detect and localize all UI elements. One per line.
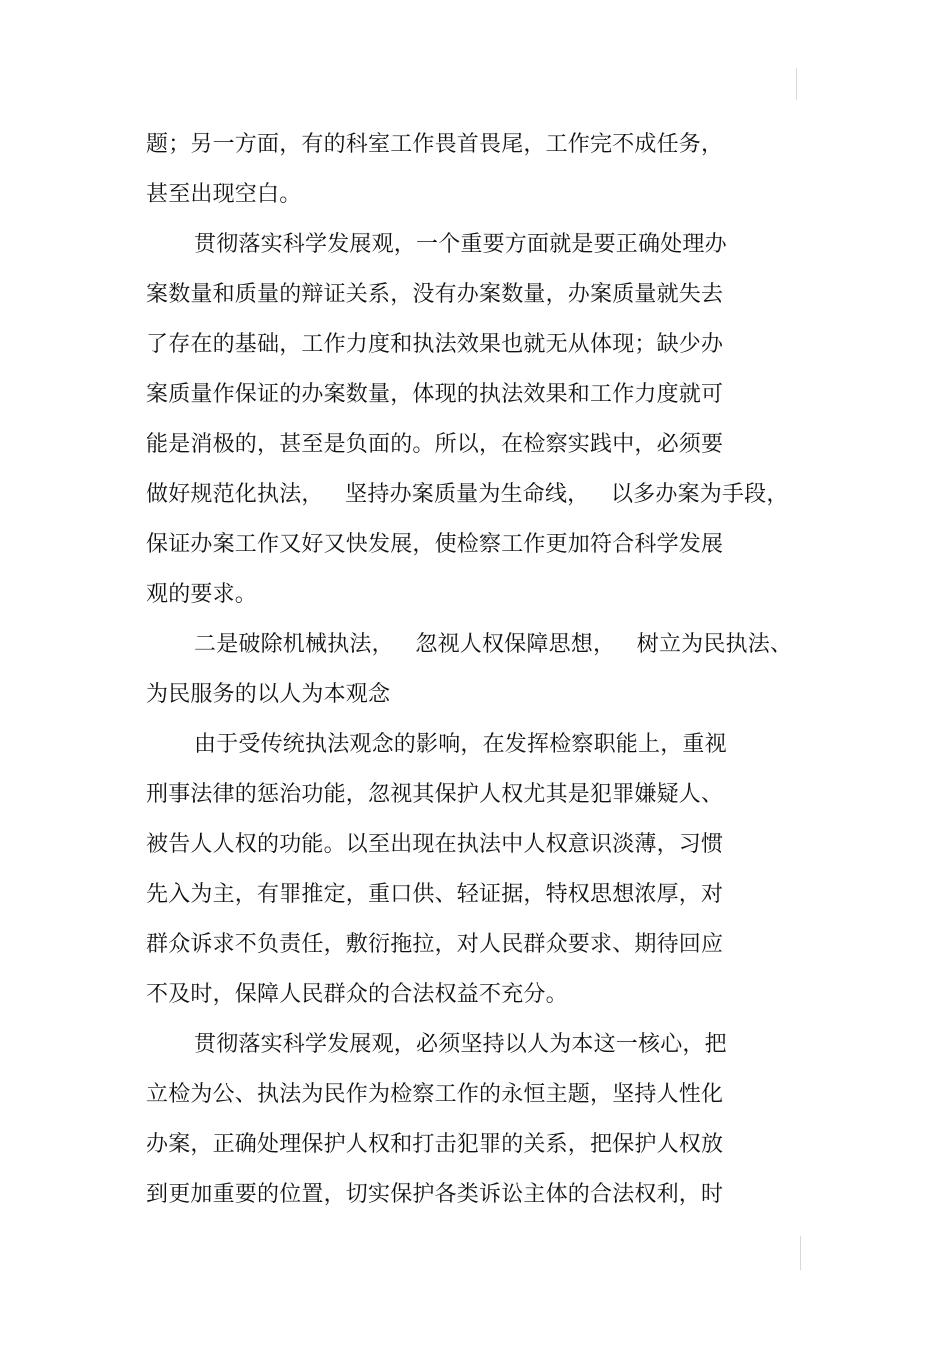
- section-heading-line-1: 二是破除机械执法， 忽视人权保障思想， 树立为民执法、: [194, 632, 793, 657]
- text-line-22: 到更加重要的位置，切实保护各类诉讼主体的合法权利，时: [146, 1182, 724, 1207]
- page-corner-mark-bottom: [800, 1236, 801, 1270]
- text-line-3: 贯彻落实科学发展观，一个重要方面就是要正确处理办: [194, 232, 727, 257]
- text-line-9: 保证办案工作又好又快发展，使检察工作更加符合科学发展: [146, 532, 724, 557]
- text-line-15: 被告人人权的功能。以至出现在执法中人权意识淡薄，习惯: [146, 832, 724, 857]
- text-line-16: 先入为主，有罪推定，重口供、轻证据，特权思想浓厚，对: [146, 882, 724, 907]
- text-line-4: 案数量和质量的辩证关系，没有办案数量，办案质量就失去: [146, 282, 724, 307]
- text-line-7: 能是消极的，甚至是负面的。所以，在检察实践中，必须要: [146, 432, 724, 457]
- text-line-5: 了存在的基础，工作力度和执法效果也就无从体现；缺少办: [146, 332, 724, 357]
- text-line-17: 群众诉求不负责任，敷衍拖拉，对人民群众要求、期待回应: [146, 932, 724, 957]
- text-line-19: 贯彻落实科学发展观，必须坚持以人为本这一核心，把: [194, 1032, 727, 1057]
- document-body: [146, 120, 806, 1220]
- text-line-6: 案质量作保证的办案数量，体现的执法效果和工作力度就可: [146, 382, 724, 407]
- text-line-20: 立检为公、执法为民作为检察工作的永恒主题，坚持人性化: [146, 1082, 724, 1107]
- text-line-2: 甚至出现空白。: [146, 182, 302, 207]
- text-line-10: 观的要求。: [146, 582, 258, 607]
- text-line-1: 题；另一方面，有的科室工作畏首畏尾，工作完不成任务，: [146, 132, 724, 157]
- section-heading-line-2: 为民服务的以人为本观念: [146, 682, 391, 707]
- text-line-18: 不及时，保障人民群众的合法权益不充分。: [146, 982, 568, 1007]
- text-line-13: 由于受传统执法观念的影响，在发挥检察职能上，重视: [194, 732, 727, 757]
- text-line-21: 办案，正确处理保护人权和打击犯罪的关系，把保护人权放: [146, 1132, 724, 1157]
- text-line-14: 刑事法律的惩治功能，忽视其保护人权尤其是犯罪嫌疑人、: [146, 782, 724, 807]
- text-line-8: 做好规范化执法， 坚持办案质量为生命线， 以多办案为手段，: [146, 482, 789, 507]
- page-corner-mark-top: [796, 68, 797, 100]
